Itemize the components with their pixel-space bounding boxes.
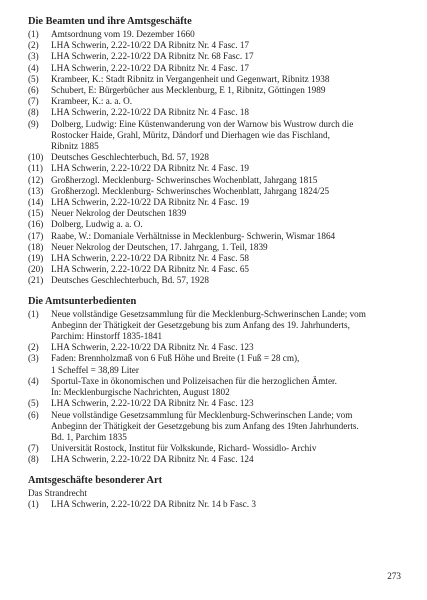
- reference-text: Krambeer, K.: a. a. O.: [51, 96, 133, 107]
- reference-text: LHA Schwerin, 2.22-10/22 DA Ribnitz Nr. 4 Fasc. 123: [51, 398, 254, 409]
- reference-number: (8): [28, 454, 39, 465]
- reference-text: LHA Schwerin, 2.22-10/22 DA Ribnitz Nr. 4 Fasc. 123: [51, 342, 254, 353]
- reference-text: LHA Schwerin, 2.22-10/22 DA Ribnitz Nr. 4 Fasc. 19: [51, 197, 250, 208]
- reference-text: Neuer Nekrolog der Deutschen, 17. Jahrgang, 1. Teil, 1839: [51, 241, 268, 252]
- reference-number: (2): [28, 342, 39, 353]
- reference-text: Universität Rostock, Institut für Volkskunde, Richard- Wossidlo- Archiv: [51, 443, 317, 454]
- reference-item: [28, 398, 410, 409]
- reference-item: [28, 499, 410, 510]
- reference-text: Neue vollständige Gesetzsammlung für die Mecklenburg-Schwerinschen Lande; vom Anbeginn der Thätigkeit der Gesetzgebung bis zum Anfang des 19. Jahrhunderts, Parchim: Hinstorff 1835-1841: [51, 308, 366, 342]
- reference-number: (16): [28, 219, 44, 230]
- reference-text: LHA Schwerin, 2.22-10/22 DA Ribnitz Nr. 4 Fasc. 19: [51, 163, 250, 174]
- reference-number: (5): [28, 73, 39, 84]
- reference-item: [28, 208, 410, 219]
- page-content: [28, 16, 410, 510]
- reference-item: [28, 152, 410, 163]
- reference-number: (15): [28, 208, 44, 219]
- reference-item: [28, 40, 410, 51]
- reference-number: (9): [28, 118, 39, 129]
- reference-text: Deutsches Geschlechterbuch, Bd. 57, 1928: [51, 275, 209, 286]
- reference-number: (21): [28, 275, 44, 286]
- reference-item: [28, 443, 410, 454]
- reference-list-amtsunterbedienten: [28, 309, 410, 466]
- reference-item: [28, 163, 410, 174]
- reference-number: (7): [28, 96, 39, 107]
- reference-number: (6): [28, 409, 39, 420]
- reference-text: Neue vollständige Gesetzsammlung für Mecklenburg-Schwerinschen Lande; vom Anbeginn der Thätigkeit der Gesetzgebung bis zum Anfang des 19ten Jahrhunderts. Bd. 1, Parchim 1835: [51, 409, 359, 442]
- reference-number: (17): [28, 230, 44, 241]
- reference-number: (13): [28, 185, 44, 196]
- reference-item: [28, 219, 410, 230]
- section-title-amtsunterbedienten: Die Amtsunterbedienten: [28, 295, 137, 307]
- reference-item: [28, 342, 410, 353]
- reference-item: [28, 231, 410, 242]
- reference-item: [28, 74, 410, 85]
- reference-item: [28, 175, 410, 186]
- reference-item: [28, 63, 410, 74]
- reference-text: LHA Schwerin, 2.22-10/22 DA Ribnitz Nr. 4 Fasc. 124: [51, 454, 254, 465]
- reference-number: (3): [28, 51, 39, 62]
- reference-text: Dolberg, Ludwig a. a. O.: [51, 219, 143, 230]
- reference-text: Amtsordnung vom 19. Dezember 1660: [51, 29, 195, 39]
- section-subtitle-strandrecht: Das Strandrecht: [28, 487, 87, 498]
- reference-number: (19): [28, 253, 44, 264]
- reference-list-amtsgeschaefte: [28, 499, 410, 510]
- reference-item: [28, 309, 410, 343]
- reference-item: [28, 376, 410, 398]
- reference-number: (14): [28, 197, 44, 208]
- reference-item: [28, 85, 410, 96]
- reference-item: [28, 119, 410, 153]
- reference-text: Dolberg, Ludwig: Eine Küstenwanderung von der Warnow bis Wustrow durch die Rostocker Haide, Grahl, Müritz, Dändorf und Dierhagen wie das Fischland, Ribnitz 1885: [51, 118, 354, 152]
- reference-number: (6): [28, 85, 39, 96]
- reference-item: [28, 107, 410, 118]
- reference-text: LHA Schwerin, 2.22-10/22 DA Ribnitz Nr. 14 b Fasc. 3: [51, 498, 256, 509]
- reference-number: (7): [28, 443, 39, 454]
- reference-item: [28, 264, 410, 275]
- reference-item: [28, 29, 410, 40]
- reference-text: Großherzogl. Mecklenburg- Schwerinsches Wochenblatt, Jahrgang 1815: [51, 174, 318, 185]
- reference-text: Deutsches Geschlechterbuch, Bd. 57, 1928: [51, 152, 209, 163]
- reference-number: (3): [28, 353, 39, 364]
- reference-item: [28, 51, 410, 62]
- reference-number: (4): [28, 62, 39, 73]
- page-number: 273: [387, 571, 401, 581]
- reference-item: [28, 454, 410, 465]
- reference-number: (1): [28, 498, 39, 509]
- reference-item: [28, 197, 410, 208]
- reference-number: (18): [28, 241, 44, 252]
- reference-text: Schubert, E: Bürgerbücher aus Mecklenburg, E 1, Ribnitz, Göttingen 1989: [51, 85, 326, 96]
- reference-text: Großherzogl. Mecklenburg- Schwerinsches Wochenblatt, Jahrgang 1824/25: [51, 185, 330, 196]
- reference-text: Neuer Nekrolog der Deutschen 1839: [51, 208, 187, 219]
- reference-text: LHA Schwerin, 2.22-10/22 DA Ribnitz Nr. 4 Fasc. 17: [51, 40, 250, 51]
- reference-number: (12): [28, 174, 44, 185]
- reference-item: [28, 186, 410, 197]
- reference-text: Sportul-Taxe in ökonomischen und Polizeisachen für die herzoglichen Ämter. In: Mecklenburgische Nachrichten, August 1802: [51, 375, 337, 398]
- reference-number: (2): [28, 40, 39, 51]
- reference-text: Krambeer, K.: Stadt Ribnitz in Vergangenheit und Gegenwart, Ribnitz 1938: [51, 73, 330, 84]
- reference-text: Raabe, W.: Domaniale Verhältnisse in Mecklenburg- Schwerin, Wismar 1864: [51, 230, 336, 241]
- section-title-beamten: Die Beamten und ihre Amtsgeschäfte: [28, 16, 192, 27]
- reference-item: [28, 275, 410, 286]
- reference-number: (10): [28, 152, 44, 163]
- section-title-amtsgeschaefte: Amtsgeschäfte besonderer Art: [28, 474, 163, 486]
- reference-item: [28, 353, 410, 375]
- reference-list-beamten: [28, 29, 410, 287]
- reference-number: (1): [28, 29, 39, 39]
- reference-number: (11): [28, 163, 43, 174]
- reference-item: [28, 242, 410, 253]
- reference-text: Faden: Brennholzmaß von 6 Fuß Höhe und Breite (1 Fuß = 28 cm), 1 Scheffel = 38,89 Liter: [51, 353, 300, 375]
- reference-item: [28, 96, 410, 107]
- reference-text: LHA Schwerin, 2.22-10/22 DA Ribnitz Nr. 4 Fasc. 17: [51, 62, 250, 73]
- reference-text: LHA Schwerin, 2.22-10/22 DA Ribnitz Nr. 4 Fasc. 18: [51, 107, 250, 118]
- reference-text: LHA Schwerin, 2.22-10/22 DA Ribnitz Nr. 4 Fasc. 58: [51, 253, 250, 264]
- reference-number: (20): [28, 264, 44, 275]
- reference-item: [28, 253, 410, 264]
- reference-number: (5): [28, 398, 39, 409]
- reference-number: (4): [28, 375, 39, 386]
- reference-number: (1): [28, 308, 39, 319]
- reference-text: LHA Schwerin, 2.22-10/22 DA Ribnitz Nr. 4 Fasc. 65: [51, 264, 250, 275]
- reference-number: (8): [28, 107, 39, 118]
- reference-text: LHA Schwerin, 2.22-10/22 DA Ribnitz Nr. 68 Fasc. 17: [51, 51, 254, 62]
- reference-item: [28, 410, 410, 444]
